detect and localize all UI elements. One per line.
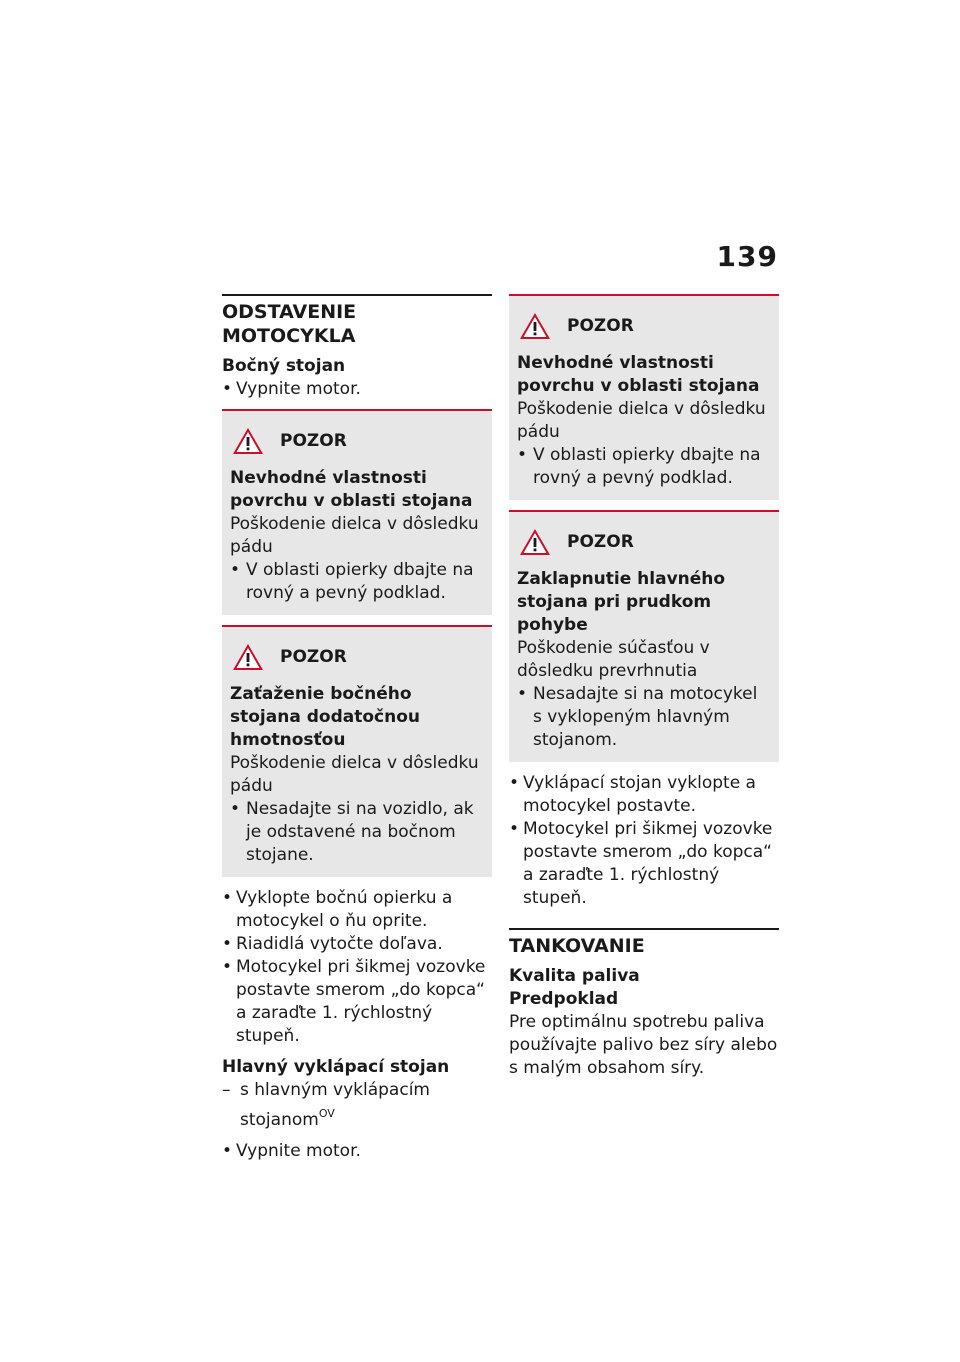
- warning-box: [509, 294, 779, 500]
- bullet-icon: •: [222, 957, 233, 977]
- sub-title-fuel-quality: Kvalita paliva: [509, 966, 640, 986]
- warning-action: [230, 559, 484, 605]
- step-text: Vypnite motor.: [236, 379, 361, 399]
- warning-label: POZOR: [567, 316, 634, 336]
- bullet-icon: •: [230, 560, 241, 580]
- optional-equipment-mark: OV: [318, 1107, 335, 1120]
- bullet-icon: •: [222, 379, 233, 399]
- condition-item: [222, 1079, 492, 1132]
- warning-box: [222, 625, 492, 877]
- sub-title-side-stand: Bočný stojan: [222, 356, 346, 376]
- warning-header: [517, 528, 771, 564]
- warning-action: [230, 798, 484, 867]
- warning-action-text: V oblasti opierky dbajte na rovný a pevný podklad.: [533, 445, 761, 488]
- step-item: [222, 933, 492, 956]
- bullet-icon: •: [222, 1141, 233, 1161]
- bullet-icon: •: [222, 888, 233, 908]
- step-item: [222, 1140, 492, 1163]
- warning-triangle-icon: [519, 528, 551, 556]
- bullet-icon: •: [230, 799, 241, 819]
- warning-action-text: V oblasti opierky dbajte na rovný a pevný podklad.: [246, 560, 474, 603]
- step-item: [222, 887, 492, 933]
- warning-heading: Zaklapnutie hlavného stojana pri prudkom pohybe: [517, 569, 726, 635]
- warning-label: POZOR: [280, 431, 347, 451]
- warning-triangle-icon: [232, 427, 264, 455]
- bullet-icon: •: [509, 819, 520, 839]
- warning-header: [230, 643, 484, 679]
- warning-action-text: Nesadajte si na motocykel s vyklopeným hlavným stojanom.: [533, 684, 758, 750]
- warning-label: POZOR: [280, 647, 347, 667]
- section-title-parking: ODSTAVENIE MOTOCYKLA: [222, 294, 492, 348]
- step-text: Motocykel pri šikmej vozovke postavte smerom „do kopca“ a zaraďte 1. rýchlostný stupeň.: [523, 819, 773, 908]
- warning-label: POZOR: [567, 532, 634, 552]
- warning-consequence: Poškodenie dielca v dôsledku pádu: [230, 753, 479, 796]
- warning-action: [517, 444, 771, 490]
- step-item: [222, 378, 492, 401]
- sub-title-main-stand: Hlavný vyklápací stojan: [222, 1057, 450, 1077]
- step-item: [509, 772, 779, 818]
- page-number: 139: [716, 240, 778, 273]
- warning-consequence: Poškodenie súčasťou v dôsledku prevrhnutia: [517, 638, 710, 681]
- warning-triangle-icon: [232, 643, 264, 671]
- step-text: Motocykel pri šikmej vozovke postavte smerom „do kopca“ a zaraďte 1. rýchlostný stupeň.: [236, 957, 486, 1046]
- warning-consequence: Poškodenie dielca v dôsledku pádu: [517, 399, 766, 442]
- section-title-refuelling: TANKOVANIE: [509, 928, 779, 958]
- warning-heading: Nevhodné vlastnosti povrchu v oblasti stojana: [230, 468, 473, 511]
- sub-title-prerequisite: Predpoklad: [509, 989, 619, 1009]
- bullet-icon: •: [509, 773, 520, 793]
- step-item: [509, 818, 779, 910]
- step-text: Riadidlá vytočte doľava.: [236, 934, 443, 954]
- bullet-icon: •: [517, 445, 528, 465]
- step-text: Vypnite motor.: [236, 1141, 361, 1161]
- step-item: [222, 956, 492, 1048]
- bullet-icon: •: [517, 684, 528, 704]
- step-text: Vyklopte bočnú opierku a motocykel o ňu oprite.: [236, 888, 453, 931]
- fuel-paragraph: Pre optimálnu spotrebu paliva používajte palivo bez síry alebo s malým obsahom síry.: [509, 1012, 778, 1078]
- warning-header: [517, 312, 771, 348]
- warning-consequence: Poškodenie dielca v dôsledku pádu: [230, 514, 479, 557]
- warning-header: [230, 427, 484, 463]
- warning-box: [509, 510, 779, 762]
- bullet-icon: •: [222, 934, 233, 954]
- warning-heading: Nevhodné vlastnosti povrchu v oblasti stojana: [517, 353, 760, 396]
- right-column: [509, 294, 779, 1080]
- left-column: [222, 294, 492, 1163]
- dash-icon: –: [222, 1080, 231, 1100]
- warning-box: [222, 409, 492, 615]
- condition-text: s hlavným vyklápacím stojanom: [240, 1080, 430, 1130]
- warning-action-text: Nesadajte si na vozidlo, ak je odstavené na bočnom stojane.: [246, 799, 474, 865]
- step-text: Vyklápací stojan vyklopte a motocykel postavte.: [523, 773, 756, 816]
- warning-heading: Zaťaženie bočného stojana dodatočnou hmotnosťou: [230, 684, 420, 750]
- warning-triangle-icon: [519, 312, 551, 340]
- warning-action: [517, 683, 771, 752]
